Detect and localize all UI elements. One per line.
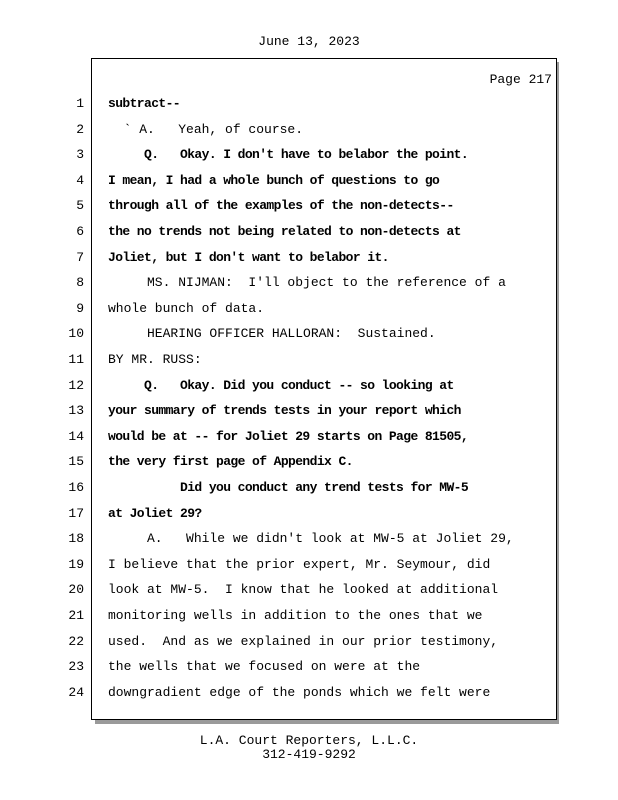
transcript-line: HEARING OFFICER HALLORAN: Sustained. — [108, 326, 436, 342]
line-number: 16 — [68, 480, 84, 495]
line-number: 20 — [68, 582, 84, 598]
transcript-line: through all of the examples of the non-detects-- — [108, 198, 454, 214]
line-number: 12 — [68, 377, 84, 393]
line-number: 9 — [76, 300, 84, 316]
line-number: 2 — [76, 121, 84, 137]
transcript-line: look at MW-5. I know that he looked at additional — [108, 582, 499, 598]
line-number: 8 — [76, 275, 84, 291]
line-number: 5 — [76, 198, 84, 214]
transcript-line: I believe that the prior expert, Mr. Seymour, did — [108, 556, 491, 572]
transcript-line: your summary of trends tests in your report which — [108, 403, 461, 419]
transcript-line: the wells that we focused on were at the — [108, 659, 421, 675]
transcript-line: Q. Okay. I don't have to belabor the point. — [108, 147, 469, 163]
transcript-line: subtract-- — [108, 96, 181, 111]
footer-company: L.A. Court Reporters, L.L.C. — [199, 733, 419, 748]
transcript-line: ` A. Yeah, of course. — [108, 121, 304, 137]
line-number: 11 — [68, 352, 84, 367]
transcript-line: whole bunch of data. — [108, 300, 265, 316]
line-number: 15 — [68, 454, 84, 470]
transcript-line: Q. Okay. Did you conduct -- so looking at — [108, 377, 454, 393]
transcript-line: at Joliet 29? — [108, 505, 202, 521]
line-number: 17 — [68, 505, 84, 521]
transcript-line: I mean, I had a whole bunch of questions to go — [108, 172, 440, 188]
line-number: 24 — [68, 684, 84, 700]
line-number: 21 — [68, 608, 84, 623]
footer — [0, 734, 618, 762]
transcript-line: MS. NIJMAN: I'll object to the reference of a — [108, 275, 506, 291]
transcript-line: BY MR. RUSS: — [108, 352, 202, 367]
line-number: 22 — [68, 633, 84, 649]
line-number: 13 — [68, 403, 84, 419]
transcript-line: used. And as we explained in our prior testimony, — [108, 633, 499, 649]
footer-phone: 312-419-9292 — [262, 747, 356, 762]
line-number: 10 — [68, 326, 84, 342]
line-number: 1 — [76, 96, 84, 111]
line-number: 19 — [68, 556, 84, 572]
transcript-line: the very first page of Appendix C. — [108, 454, 353, 470]
page-number: Page 217 — [489, 72, 552, 87]
transcript-line: A. While we didn't look at MW-5 at Joliet 29, — [108, 531, 514, 547]
line-number: 3 — [76, 147, 84, 163]
line-number: 23 — [68, 659, 84, 675]
transcript-line: the no trends not being related to non-detects at — [108, 224, 461, 239]
transcript-line: downgradient edge of the ponds which we felt were — [108, 684, 491, 700]
transcript-line: Did you conduct any trend tests for MW-5 — [108, 480, 469, 495]
transcript-line: monitoring wells in addition to the ones that we — [108, 608, 483, 623]
line-number: 7 — [76, 249, 84, 265]
transcript-line: Joliet, but I don't want to belabor it. — [108, 249, 389, 265]
transcript-line: would be at -- for Joliet 29 starts on Page 81505, — [108, 428, 469, 444]
date-header: June 13, 2023 — [258, 34, 360, 49]
line-number: 18 — [68, 531, 84, 547]
line-number: 14 — [68, 428, 84, 444]
line-number: 4 — [76, 172, 84, 188]
line-number: 6 — [76, 224, 84, 239]
